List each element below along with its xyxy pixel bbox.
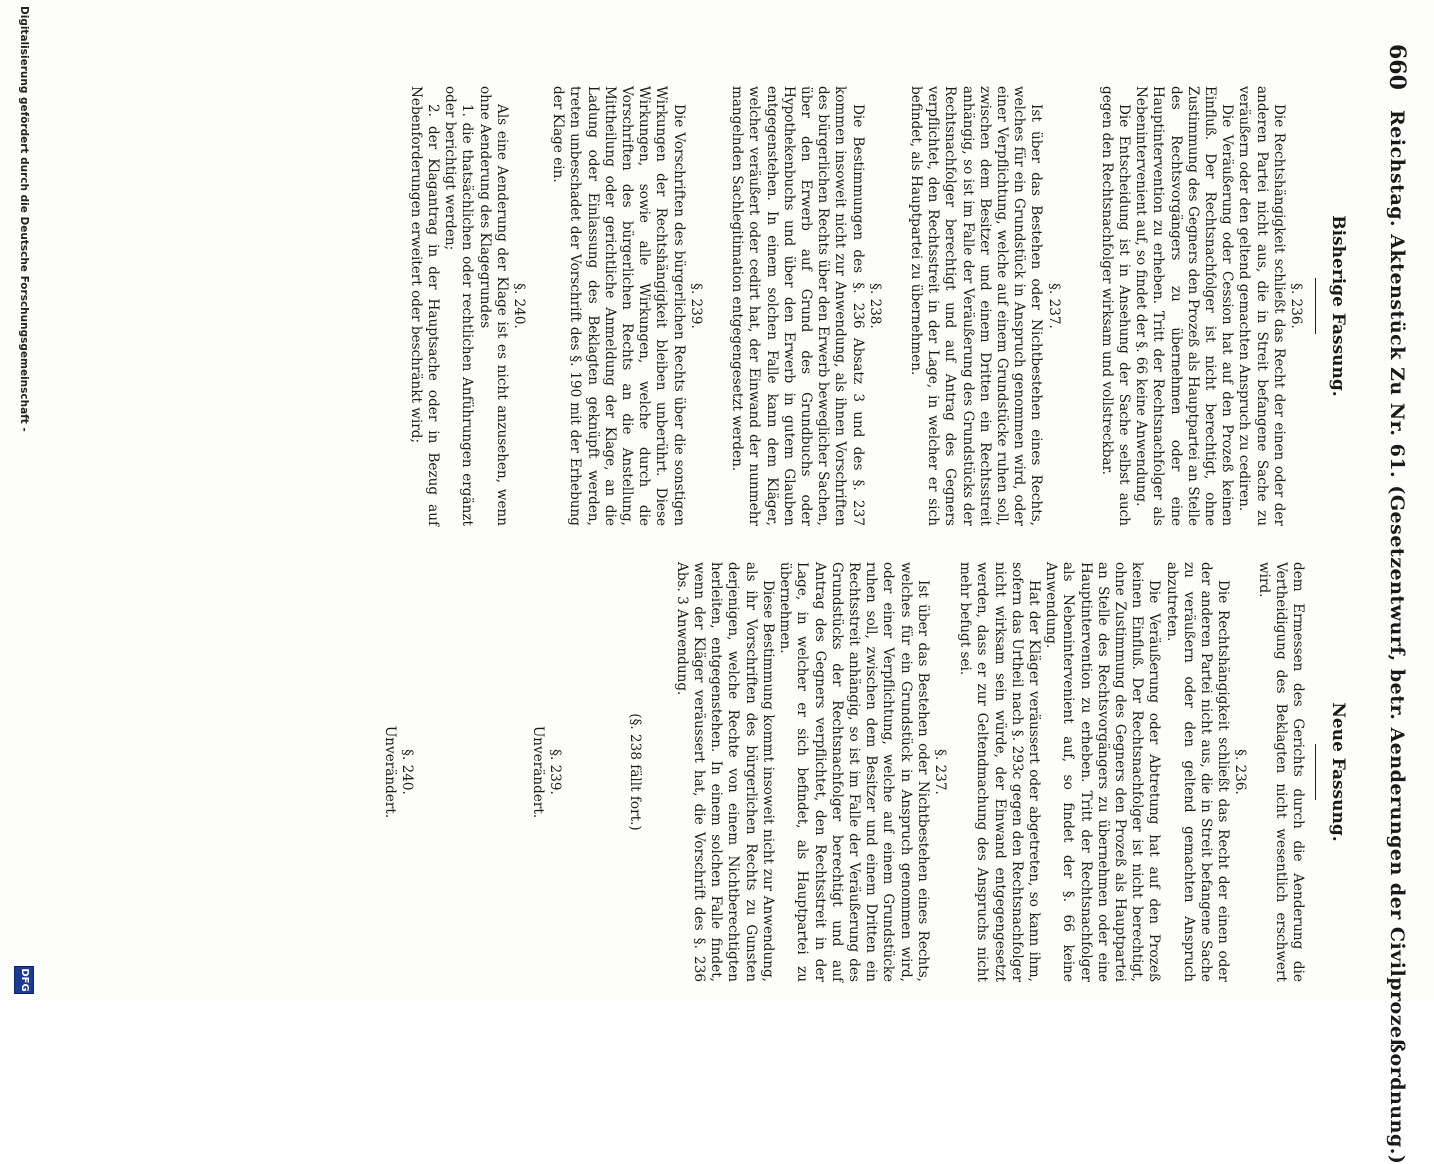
column-old-version (407, 86, 1306, 526)
section-238-removed-note: (§. 238 fällt fort.) (626, 713, 643, 831)
paragraph: Als eine Aenderung der Klage ist es nicht anzusehen, wenn ohne Aenderung des Klagegrundes (476, 86, 510, 526)
section-label: §. 239. (687, 283, 704, 329)
paragraph: Hat der Kläger veräussert oder abgetreten, so kann ihm, sofern das Urtheil nach §. 293c gegen den Rechtsnachfolger nicht wirksam sein würde, der Einwand entgegengesetzt werden, dass er zur Geltendmachung des Anspruchs nicht mehr befugt sei. (957, 562, 1042, 982)
column-new-version (381, 562, 1306, 982)
dfg-logo: DFG (14, 966, 34, 994)
list-item: 1. die thatsächlichen oder rechtlichen Anführungen ergänzt oder berichtigt werden; (442, 86, 476, 526)
paragraph: Diese Bestimmung kommt insoweit nicht zur Anwendung, als ihr Vorschriften des bürgerlichen Rechts zu Gunsten derjenigen, welche Rechte von einem Nichtberechtigten herleiten, entgegenstehen. In einem solchen Falle findet, wenn der Kläger veräussert hat, die Vorschrift des §. 236 Abs. 3 Anwendung. (673, 562, 776, 982)
paragraph: Ist über das Bestehen oder Nichtbestehen eines Rechts, welches für ein Grundstück in Anspruch genommen wird, oder einer Verpflichtung, welche auf einem Grundstücke ruhen soll, zwischen dem Besitzer und einem Dritten ein Rechtsstreit anhängig, so ist im Falle der Veräußerung des Grundstücks der Rechtsnachfolger berechtigt und auf Antrag des Gegners verpflichtet, den Rechtsstreit in der Lage, in welcher er sich befindet, als Hauptpartei zu übernehmen. (907, 86, 1045, 526)
section-label: §. 237. (931, 749, 948, 795)
paragraph: Die Vorschriften des bürgerlichen Rechts über die sonstigen Wirkungen der Rechtshängigkeit bleiben unberührt. Diese Wirkungen, sowie alle Wirkungen, welche durch die Vorschriften des bürgerlichen Rechts an die Anstellung, Mittheilung oder gerichtliche Anmeldung der Klage, an die Ladung oder Einlassung des Beklagten geknüpft werden, treten unbeschadet der Vorschrift des §. 190 mit der Erhebung der Klage ein. (550, 86, 687, 526)
unchanged-note: Unverändert. (381, 725, 398, 819)
section-label: §. 236. (1288, 283, 1304, 329)
section-238 (728, 86, 883, 526)
list-item: 2. der Klagantrag in der Hauptsache oder in Bezug auf Nebenforderungen erweitert oder beschränkt wird; (407, 86, 442, 526)
page-number: 660 (1384, 44, 1410, 90)
column-heading-old: Bisherige Fassung. (1328, 215, 1348, 397)
section-239 (529, 562, 563, 982)
column-heading-new: Neue Fassung. (1328, 702, 1348, 842)
section-label: §. 239. (547, 749, 564, 795)
heading-rule (1315, 744, 1316, 800)
section-label: §. 240. (511, 283, 528, 329)
paragraph: dem Ermessen des Gerichts durch die Aenderung die Vertheidigung des Beklagten nicht wesentlich erschwert wird. (1255, 562, 1306, 982)
section-label: §. 237. (1045, 283, 1062, 329)
paragraph: Ist über das Bestehen oder Nichtbestehen eines Rechts, welches für ein Grundstück in Anspruch genommen wird, oder einer Verpflichtung, welche auf einem Grundstücke ruhen soll, zwischen dem Besitzer und einem Dritten ein Rechtsstreit anhängig, so ist im Falle der Veräußerung des Grundstücks der Rechtsnachfolger berechtigt und auf Antrag des Gegners verpflichtet, den Rechtsstreit in der Lage, in welcher er sich befindet, als Hauptpartei zu übernehmen. (777, 562, 931, 982)
unchanged-note: Unverändert. (530, 725, 547, 819)
section-label: §. 238. (866, 283, 883, 329)
section-240 (381, 562, 415, 982)
paragraph: Die Entscheidung ist in Ansehung der Sache selbst auch gegen den Rechtsnachfolger wirksam und vollstreckbar. (1098, 86, 1132, 526)
section-237 (673, 562, 948, 982)
paragraph: Die Rechtshängigkeit schließt das Recht der einen oder der anderen Partei nicht aus, die in Streit befangene Sache zu veräußern oder den geltend gemachten Anspruch abzutreten. (1163, 562, 1232, 982)
section-237 (907, 86, 1062, 526)
section-label: §. 236. (1232, 749, 1249, 795)
paragraph: Die Veräußerung oder Cession hat auf den Prozeß keinen Einfluß. Der Rechtsnachfolger ist nicht berechtigt, ohne Zustimmung des Gegners den Prozeß als Hauptpartei an Stelle des Rechtsvorgängers zu übernehmen oder eine Hauptintervention zu erheben. Tritt der Rechtsnachfolger als Nebenintervenient auf, so findet der §. 66 keine Anwendung. (1133, 86, 1236, 526)
heading-rule (1315, 278, 1316, 334)
section-label: §. 240. (399, 749, 416, 795)
paragraph: Die Rechtshängigkeit schließt das Recht der einen oder der anderen Partei nicht aus, die in Streit befangene Sache zu veräußern oder den geltend gemachten Anspruch zu cediren. (1236, 86, 1287, 526)
paragraph: Die Bestimmungen des §. 236 Absatz 3 und des §. 237 kommen insoweit nicht zur Anwendung, als ihnen Vorschriften des bürgerlichen Rechts über den Erwerb beweglicher Sachen, über den Erwerb auf Grund des Grundbuchs oder Hypothekenbuchs und über den Erwerb in gutem Glauben entgegenstehen. In einem solchen Falle kann dem Kläger, welcher veräußert oder cedirt hat, der Einwand der nunmehr mangelnden Sachlegitimation entgegengesetzt werden. (729, 86, 866, 526)
section-240 (407, 86, 527, 526)
section-236 (1098, 86, 1304, 526)
paragraph: Die Veräußerung oder Abtretung hat auf den Prozeß keinen Einfluß. Der Rechtsnachfolger ist nicht berechtigt, ohne Zustimmung des Gegners den Prozeß als Hauptpartei an Stelle des Rechtsvorgängers zu übernehmen oder eine Hauptintervention zu erheben. Tritt der Rechtsnachfolger als Nebenintervenient auf, so findet der §. 66 keine Anwendung. (1043, 562, 1163, 982)
digitization-credit: Digitalisierung gefördert durch die Deutsche Forschungsgemeinschaft - (18, 6, 30, 432)
section-236 (956, 562, 1248, 982)
section-239 (549, 86, 704, 526)
running-head: Reichstag. Aktenstück Zu Nr. 61. (Gesetzentwurf, betr. Aenderungen der Civilprozeßordnung.) (1386, 110, 1408, 1164)
